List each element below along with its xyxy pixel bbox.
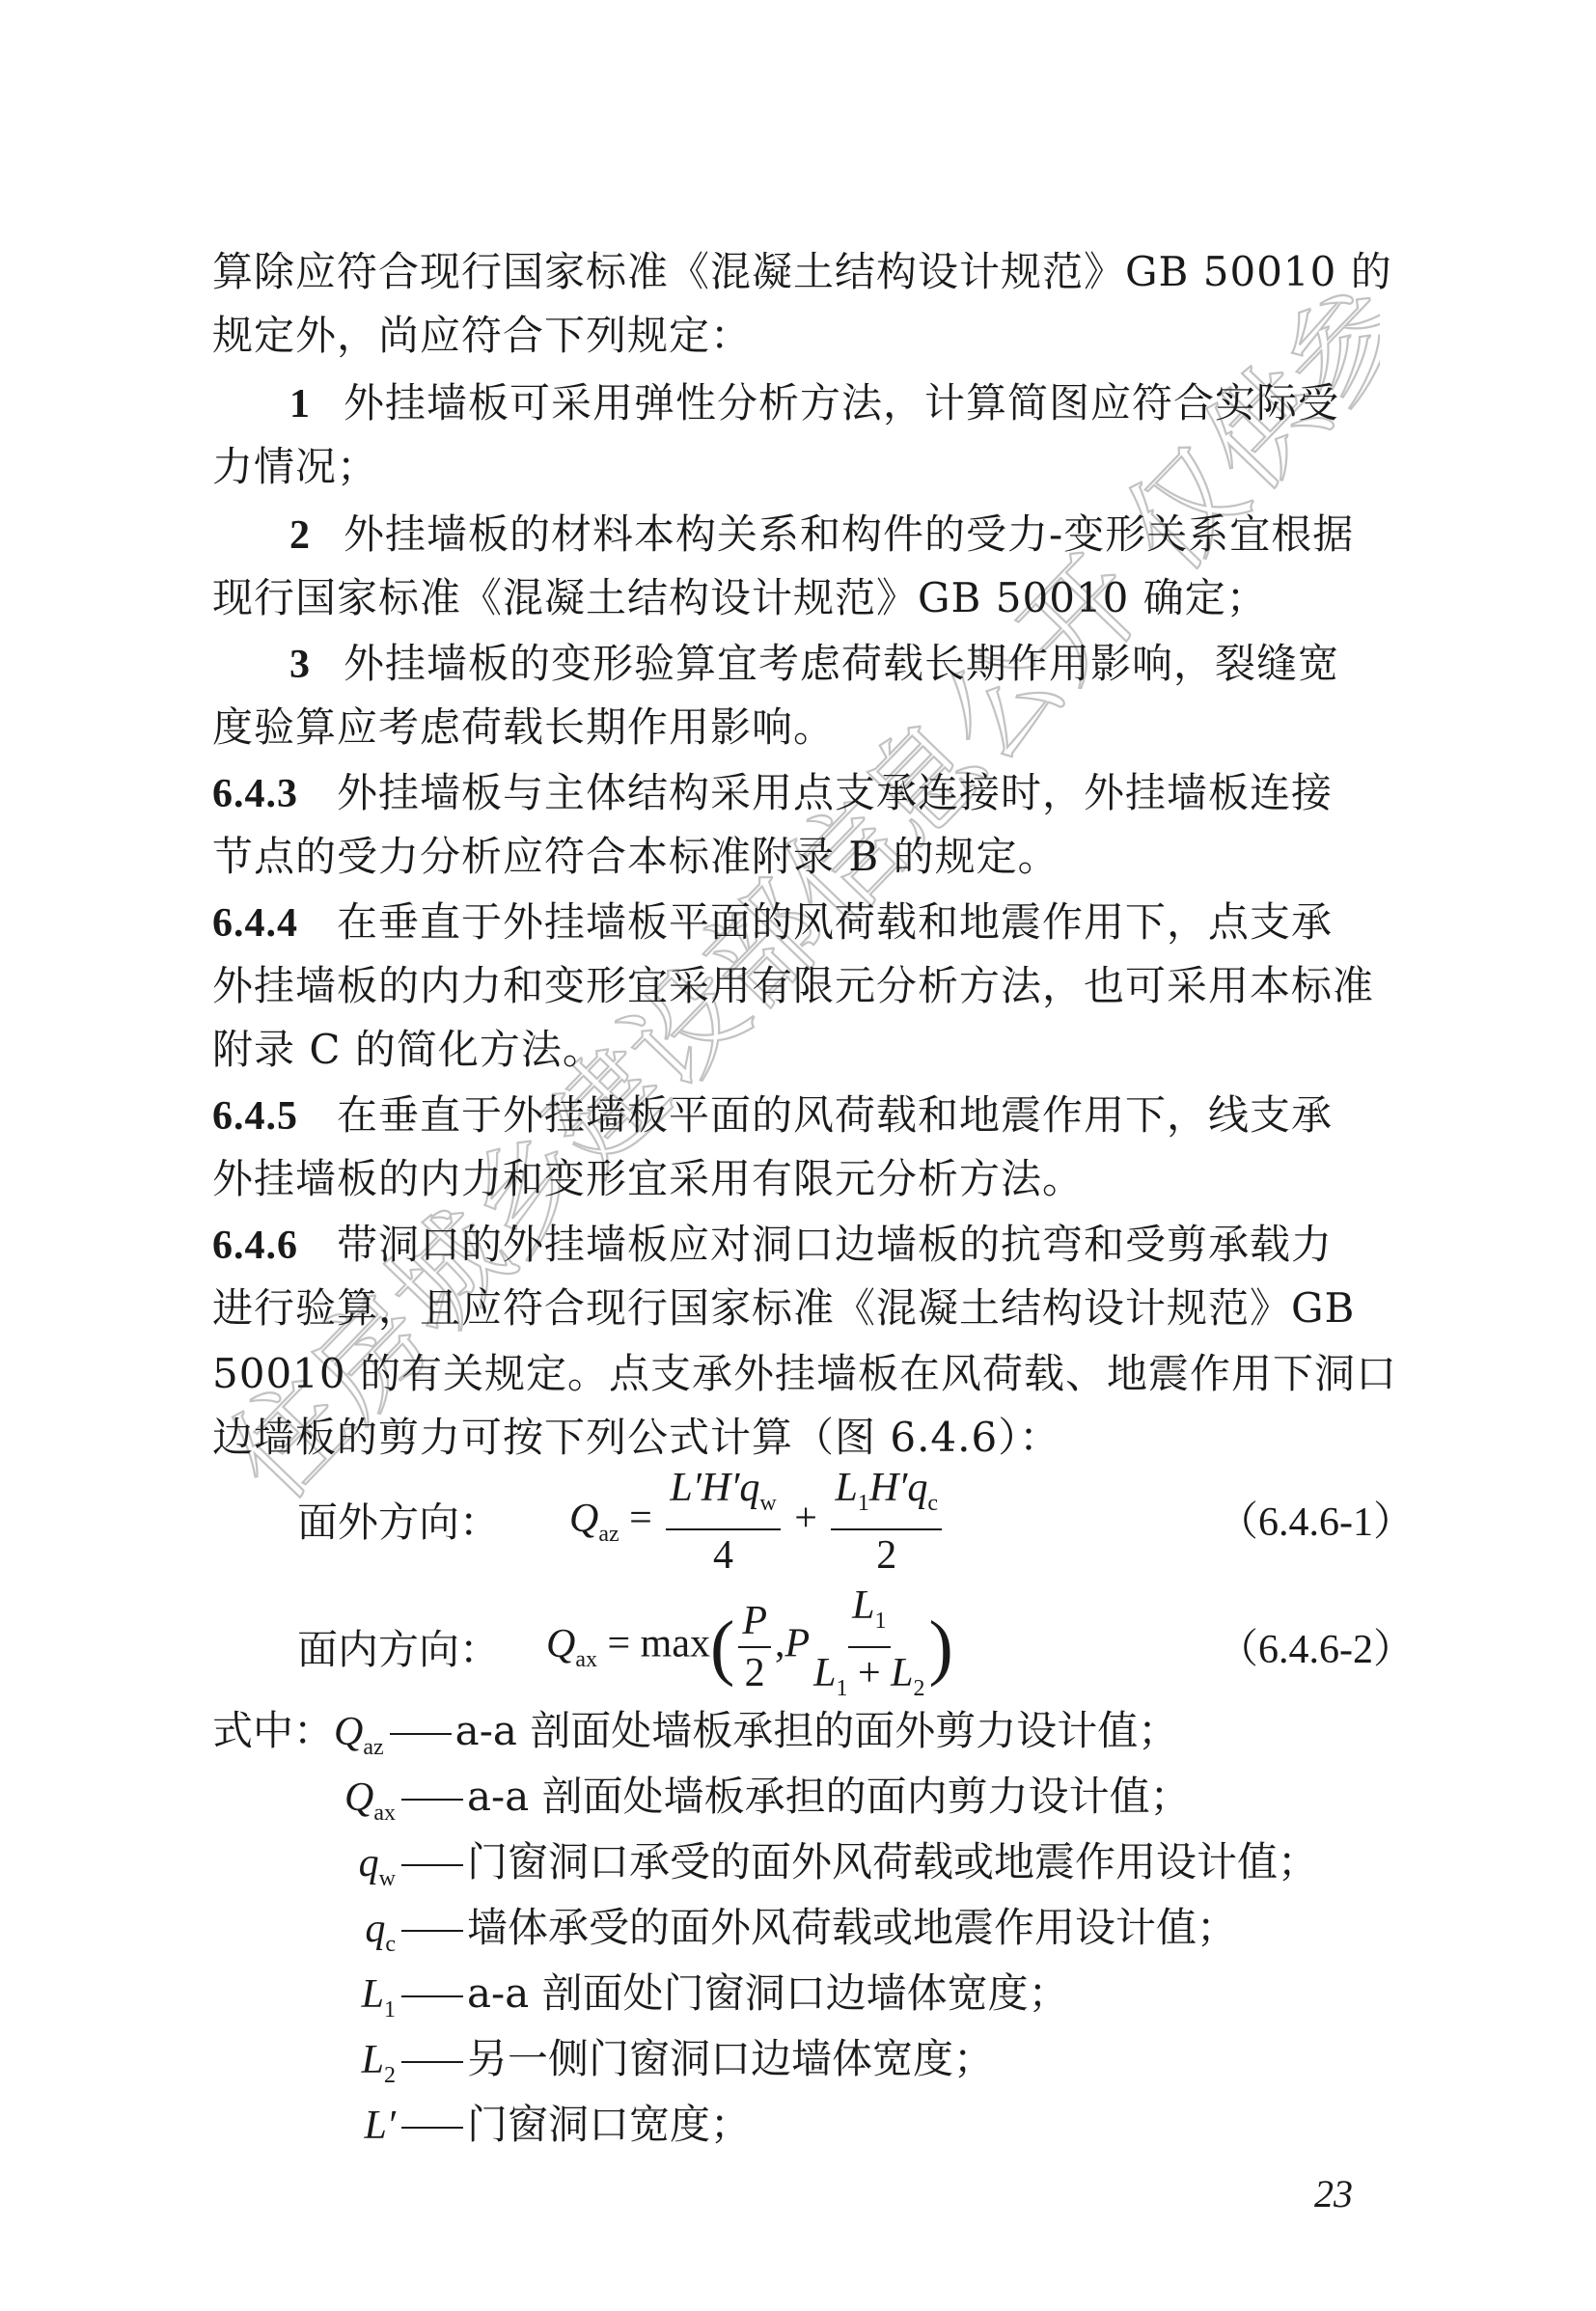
symbol-row: L′ 门窗洞口宽度；	[364, 2101, 752, 2148]
item-number: 3	[289, 643, 311, 687]
symbol-desc: 门窗洞口承受的面外风荷载或地震作用设计值；	[467, 1838, 1319, 1885]
clause-text: 在垂直于外挂墙板平面的风荷载和地震作用下，点支承	[337, 898, 1334, 946]
dash-line	[401, 1864, 463, 1866]
symbol-row: $q_c$ 墙体承受的面外风荷载或地震作用设计值；	[365, 1904, 1238, 1957]
text-line: 节点的受力分析应符合本标准附录 B 的规定。	[212, 833, 1059, 880]
symbol-row: 式中：$Q_{az}$ a-a 剖面处墙板承担的面外剪力设计值；	[212, 1707, 1179, 1760]
symbol-row: $L_2$ 另一侧门窗洞口边墙体宽度；	[361, 2035, 995, 2088]
text-line: 附录 C 的简化方法。	[212, 1026, 604, 1073]
equation-1: $Q_{az}$ = $\frac{L'H'q_w}{4}$ + $\frac{L_1H'q_c}{2}$	[569, 1465, 946, 1579]
page-number: 23	[1314, 2172, 1353, 2215]
dash-line	[401, 1799, 463, 1801]
dash-line	[401, 1995, 463, 1997]
list-item-1	[289, 378, 1467, 429]
text-line: 算除应符合现行国家标准《混凝土结构设计规范》GB 50010 的	[212, 248, 1392, 295]
dash-line	[401, 2061, 463, 2063]
symbol-row: $L_1$ a-a 剖面处门窗洞口边墙体宽度；	[361, 1969, 1069, 2022]
symbol-desc: a-a 剖面处墙板承担的面外剪力设计值；	[454, 1707, 1179, 1754]
text-line: 边墙板的剪力可按下列公式计算（图 6.4.6）：	[212, 1414, 1061, 1461]
symbol-desc: 门窗洞口宽度；	[467, 2101, 752, 2148]
equation-2-number: （6.4.6-2）	[1218, 1628, 1414, 1672]
clause-6-4-3	[212, 768, 1390, 819]
text-line: 规定外，尚应符合下列规定：	[212, 312, 753, 359]
clause-text: 带洞口的外挂墙板应对洞口边墙板的抗弯和受剪承载力	[337, 1221, 1334, 1268]
dash-line	[390, 1733, 452, 1735]
clause-number: 6.4.5	[212, 1094, 298, 1139]
clause-6-4-4	[212, 897, 1390, 949]
dash-line	[401, 2127, 463, 2129]
symbol-desc: a-a 剖面处墙板承担的面内剪力设计值；	[467, 1773, 1191, 1820]
text-line: 外挂墙板的内力和变形宜采用有限元分析方法。	[212, 1155, 1085, 1202]
clause-number: 6.4.4	[212, 901, 298, 946]
symbol-desc: 另一侧门窗洞口边墙体宽度；	[467, 2035, 995, 2082]
text-line: 50010 的有关规定。点支承外挂墙板在风荷载、地震作用下洞口	[212, 1350, 1397, 1397]
equation-1-number: （6.4.6-1）	[1218, 1500, 1414, 1545]
text-line: 度验算应考虑荷载长期作用影响。	[212, 703, 836, 751]
clause-text: 在垂直于外挂墙板平面的风荷载和地震作用下，线支承	[337, 1091, 1334, 1139]
clause-6-4-6	[212, 1220, 1390, 1271]
dash-line	[401, 1930, 463, 1932]
clause-number: 6.4.3	[212, 772, 298, 816]
symbol-desc: a-a 剖面处门窗洞口边墙体宽度；	[467, 1969, 1069, 2017]
text-line: 外挂墙板的内力和变形宜采用有限元分析方法，也可采用本标准	[212, 962, 1375, 1009]
clause-6-4-5	[212, 1090, 1390, 1142]
list-item-3	[289, 639, 1467, 690]
equation-2: $Q_{ax} = \max$( $\frac{P}{2}$ ,P $\frac{L_1}{L_1 + L_2}$ )	[546, 1583, 953, 1701]
item-number: 1	[289, 382, 311, 426]
list-item-2	[289, 509, 1467, 561]
text-line: 现行国家标准《混凝土结构设计规范》GB 50010 确定；	[212, 574, 1268, 621]
clause-number: 6.4.6	[212, 1224, 298, 1268]
text-line: 进行验算，且应符合现行国家标准《混凝土结构设计规范》GB	[212, 1284, 1356, 1332]
where-label: 式中：	[212, 1707, 335, 1754]
text-line: 力情况；	[212, 443, 379, 490]
item-text: 外挂墙板的材料本构关系和构件的受力-变形关系宜根据	[344, 510, 1355, 558]
equation-2-label: 面内方向：	[297, 1626, 501, 1673]
clause-text: 外挂墙板与主体结构采用点支承连接时，外挂墙板连接	[337, 769, 1334, 816]
symbol-desc: 墙体承受的面外风荷载或地震作用设计值；	[467, 1904, 1238, 1951]
item-text: 外挂墙板的变形验算宜考虑荷载长期作用影响，裂缝宽	[344, 640, 1340, 687]
symbol-row: $Q_{ax}$ a-a 剖面处墙板承担的面内剪力设计值；	[344, 1773, 1191, 1826]
item-text: 外挂墙板可采用弹性分析方法，计算简图应符合实际受	[344, 379, 1340, 426]
item-number: 2	[289, 513, 311, 558]
symbol-row: $q_w$ 门窗洞口承受的面外风荷载或地震作用设计值；	[358, 1838, 1319, 1891]
equation-1-label: 面外方向：	[297, 1499, 501, 1546]
watermark-text: 住房城乡建设部信息公开 仅供参考	[203, 289, 1380, 1525]
